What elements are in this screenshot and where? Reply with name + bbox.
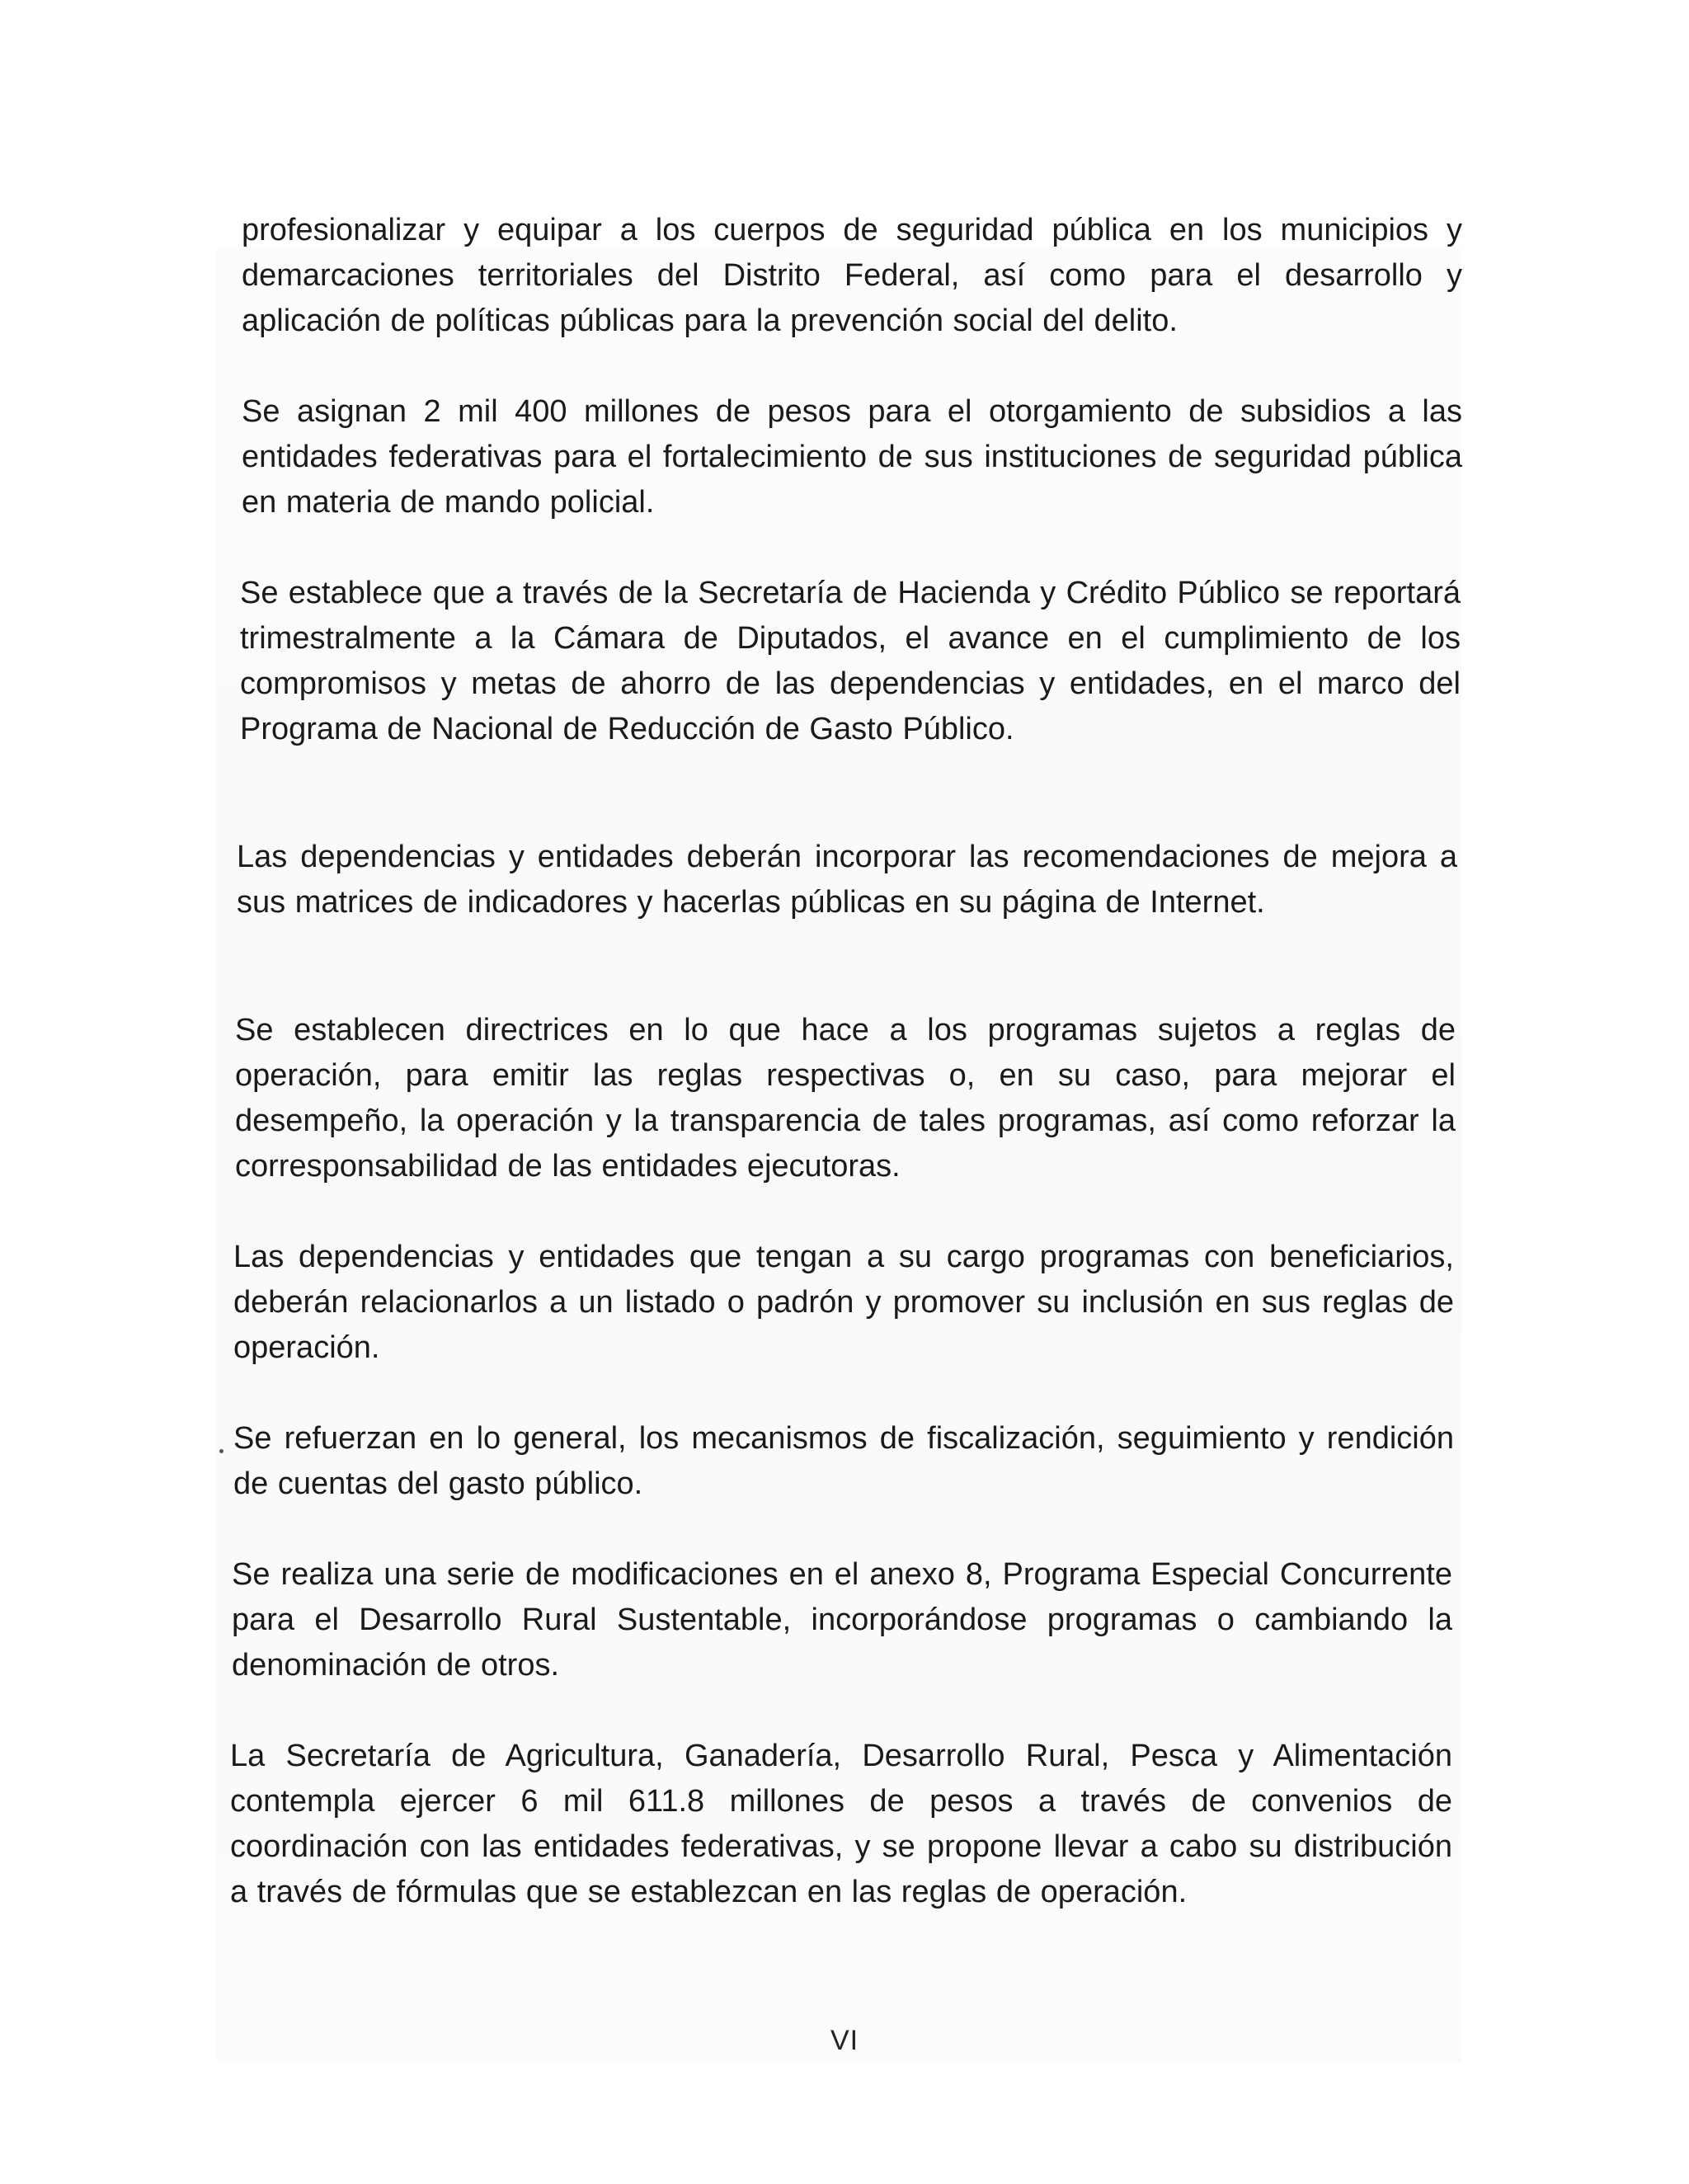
page-number: VI [830,2025,859,2056]
paragraph-3: Se establece que a través de la Secretaría de Hacienda y Crédito Público se reportará trimestralmente a la Cámara de Diputados, el avance en el cumplimiento de los compromisos y metas de ahorro de las dependencias y entidades, en el marco del Programa de Nacional de Reducción de Gasto Público. [240,576,1461,746]
paragraph-1: profesionalizar y equipar a los cuerpos de seguridad pública en los municipios y demarcaciones territoriales del Distrito Federal, así como para el desarrollo y aplicación de políticas públicas para la prevención social del delito. [242,213,1462,338]
paragraph-5: Se establecen directrices en lo que hace a los programas sujetos a reglas de operación, para emitir las reglas respectivas o, en su caso, para mejorar el desempeño, la operación y la transparencia de tales programas, así como reforzar la corresponsabilidad de las entidades ejecutoras. [235,1013,1456,1184]
paragraph-9: La Secretaría de Agricultura, Ganadería, Desarrollo Rural, Pesca y Alimentación contempla ejercer 6 mil 611.8 millones de pesos a través de convenios de coordinación con las entidades federativas, y se propone llevar a cabo su distribución a través de fórmulas que se establezcan en las reglas de operación. [230,1739,1452,1909]
paragraph-2: Se asignan 2 mil 400 millones de pesos para el otorgamiento de subsidios a las entidades federativas para el fortalecimiento de sus instituciones de seguridad pública en materia de mando policial. [242,394,1462,520]
paragraph-7: Se refuerzan en lo general, los mecanismos de fiscalización, seguimiento y rendición de cuentas del gasto público. [233,1421,1454,1501]
paragraph-8: Se realiza una serie de modificaciones en el anexo 8, Programa Especial Concurrente para el Desarrollo Rural Sustentable, incorporándose programas o cambiando la denominación de otros. [232,1557,1452,1683]
paragraph-6: Las dependencias y entidades que tengan a su cargo programas con beneficiarios, deberán relacionarlos a un listado o padrón y promover su inclusión en sus reglas de operación. [233,1240,1454,1365]
scan-artifact-dot [219,1449,223,1453]
paragraph-4: Las dependencias y entidades deberán incorporar las recomendaciones de mejora a sus matrices de indicadores y hacerlas públicas en su página de Internet. [237,840,1457,920]
